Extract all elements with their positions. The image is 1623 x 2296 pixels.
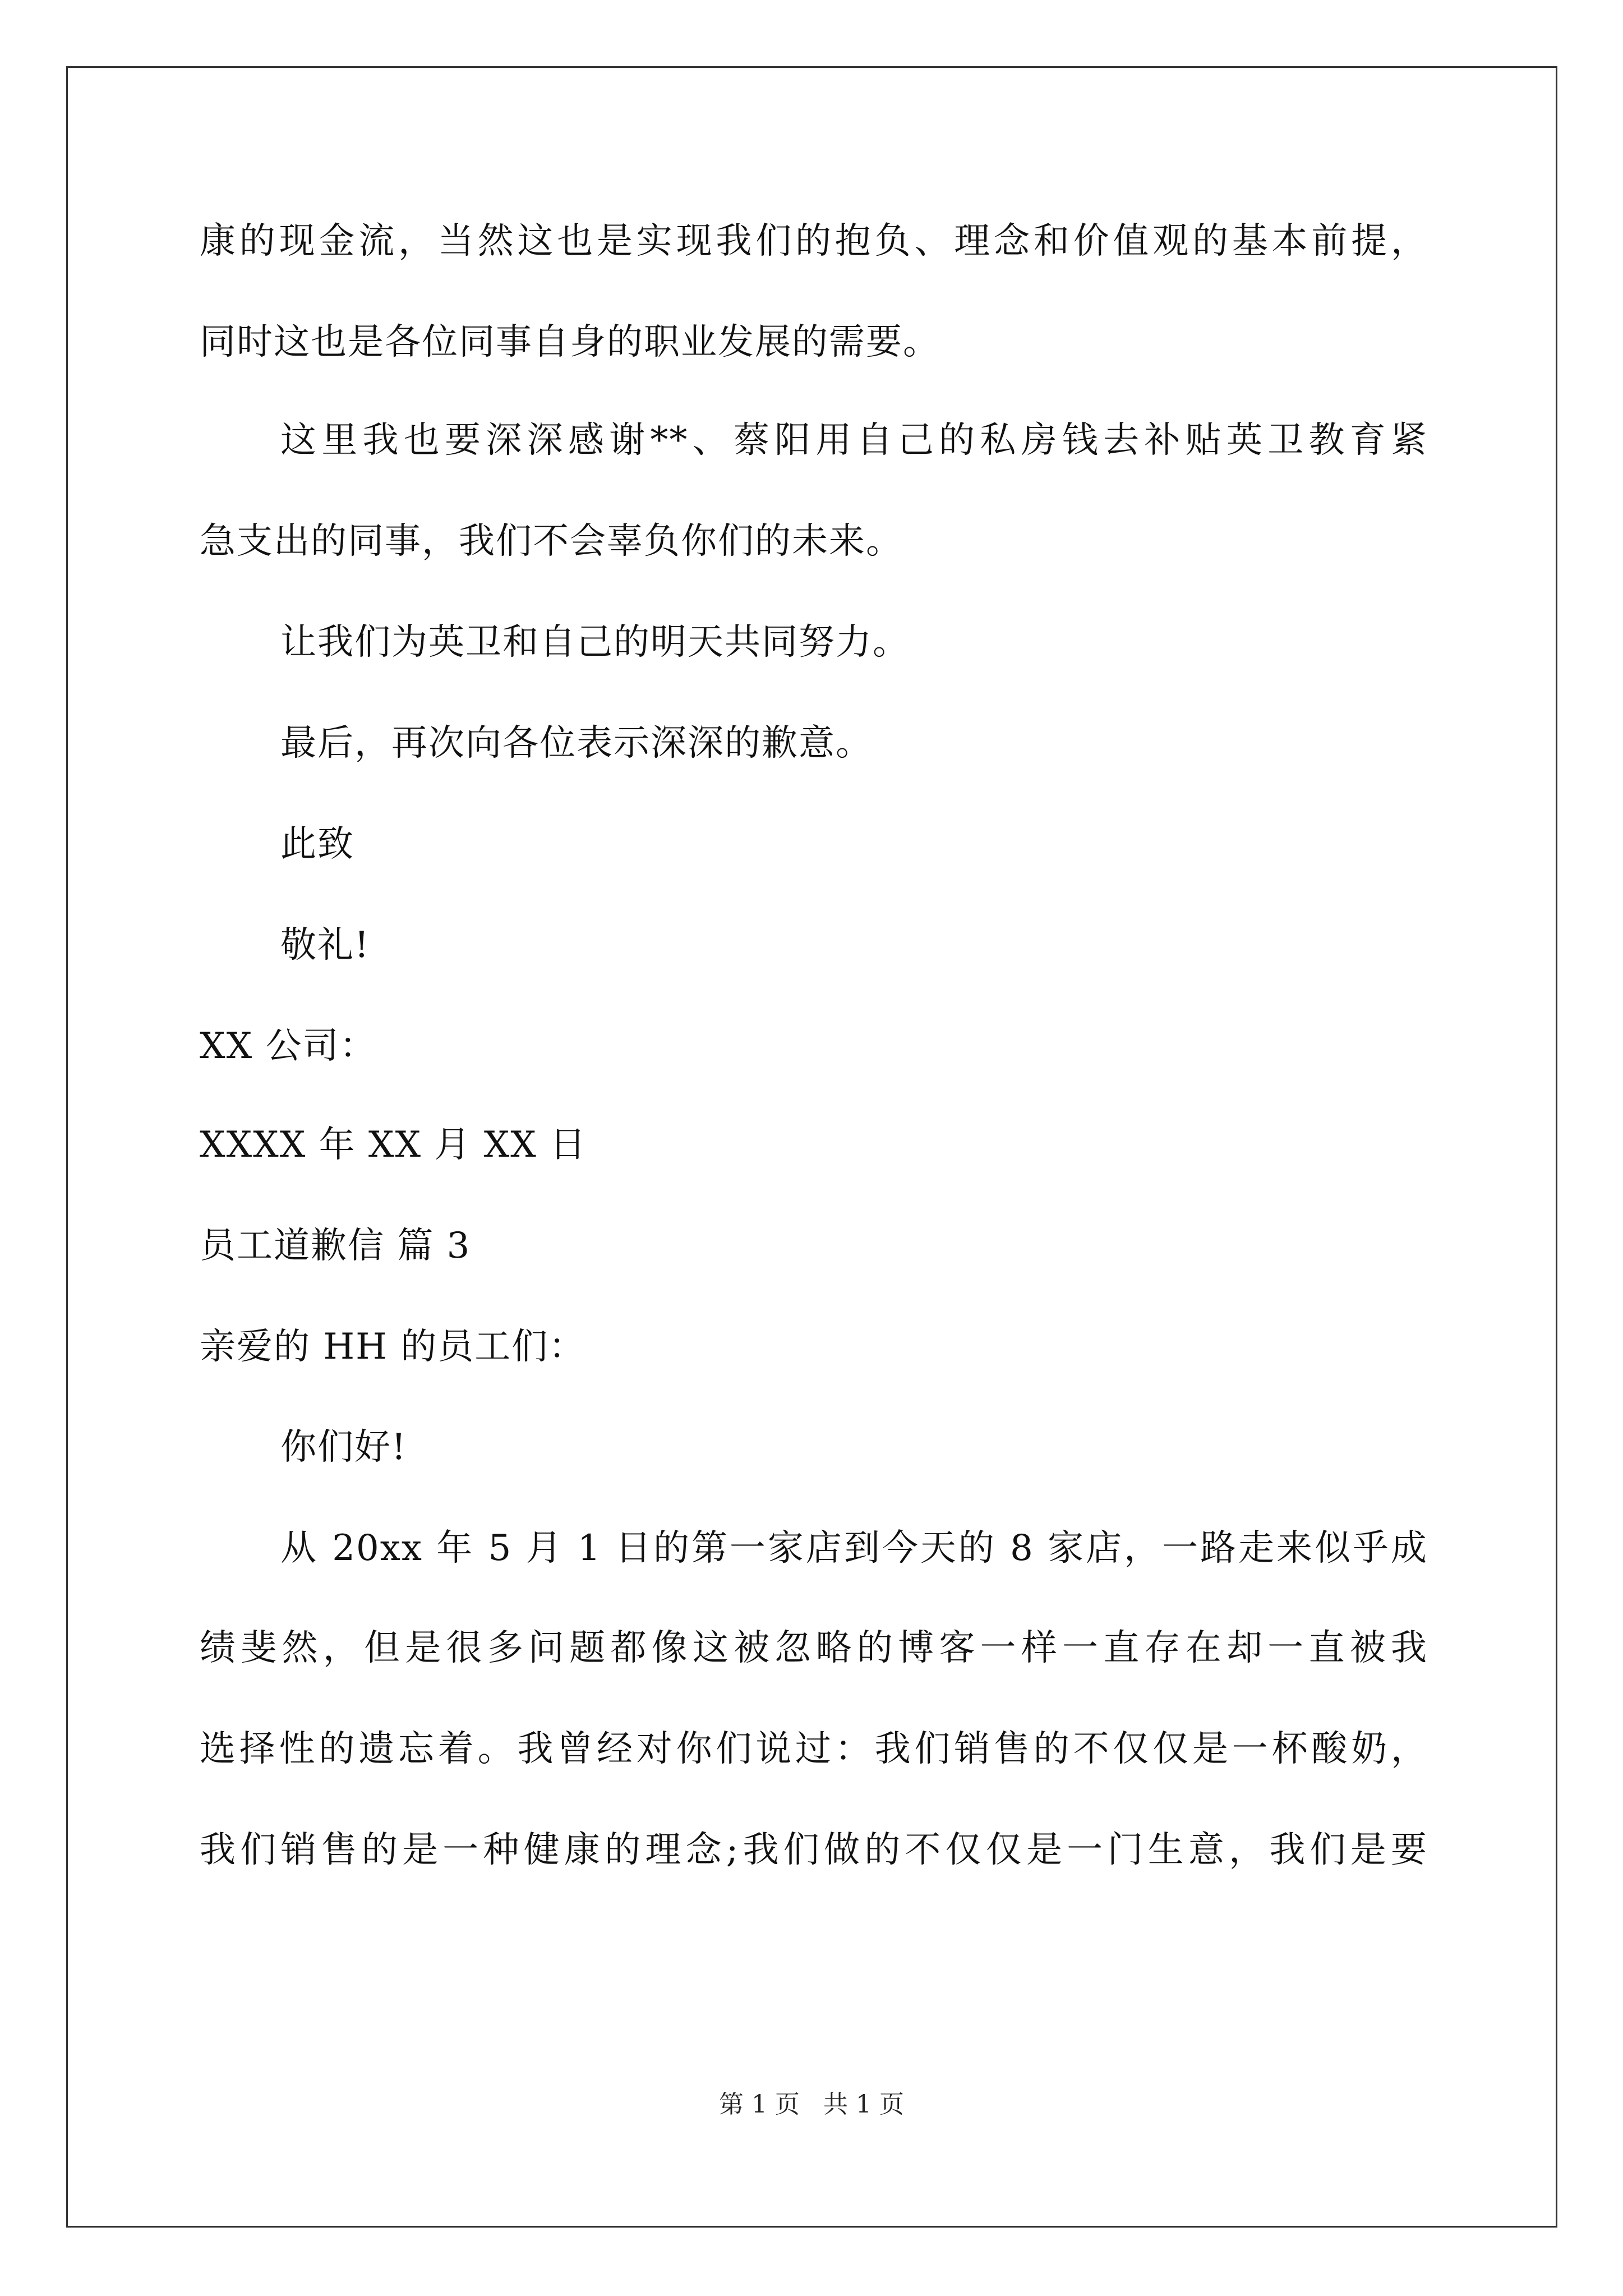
page-footer xyxy=(0,2088,1623,2122)
paragraph-line: 让我们为英卫和自己的明天共同努力。 xyxy=(280,622,910,663)
paragraph-line: 选择性的遗忘着。我曾经对你们说过：我们销售的不仅仅是一杯酸奶， xyxy=(200,1728,1428,1770)
paragraph-line: 康的现金流，当然这也是实现我们的抱负、理念和价值观的基本前提， xyxy=(200,220,1428,262)
paragraph-line: 我们销售的是一种健康的理念;我们做的不仅仅是一门生意，我们是要 xyxy=(200,1829,1428,1871)
signature-date: XXXX 年 XX 月 XX 日 xyxy=(200,1124,587,1166)
paragraph-line: 绩斐然，但是很多问题都像这被忽略的博客一样一直存在却一直被我 xyxy=(200,1627,1428,1669)
paragraph-line: 急支出的同事，我们不会辜负你们的未来。 xyxy=(200,521,903,562)
salutation: 亲爱的 HH 的员工们： xyxy=(200,1326,586,1368)
section-heading: 员工道歉信 篇 3 xyxy=(200,1225,471,1267)
page-number-total: 共 1 页 xyxy=(823,2090,904,2119)
signature-company: XX 公司： xyxy=(200,1025,377,1067)
paragraph-line: 最后，再次向各位表示深深的歉意。 xyxy=(280,723,873,764)
paragraph-line: 同时这也是各位同事自身的职业发展的需要。 xyxy=(200,321,940,363)
closing-line: 此致 xyxy=(280,823,354,865)
closing-line: 敬礼! xyxy=(280,924,370,966)
paragraph-line: 从 20xx 年 5 月 1 日的第一家店到今天的 8 家店，一路走来似乎成 xyxy=(280,1527,1428,1569)
page-number-current: 第 1 页 xyxy=(719,2090,800,2119)
paragraph-line: 这里我也要深深感谢**、蔡阳用自己的私房钱去补贴英卫教育紧 xyxy=(280,420,1428,461)
greeting: 你们好! xyxy=(280,1427,407,1468)
